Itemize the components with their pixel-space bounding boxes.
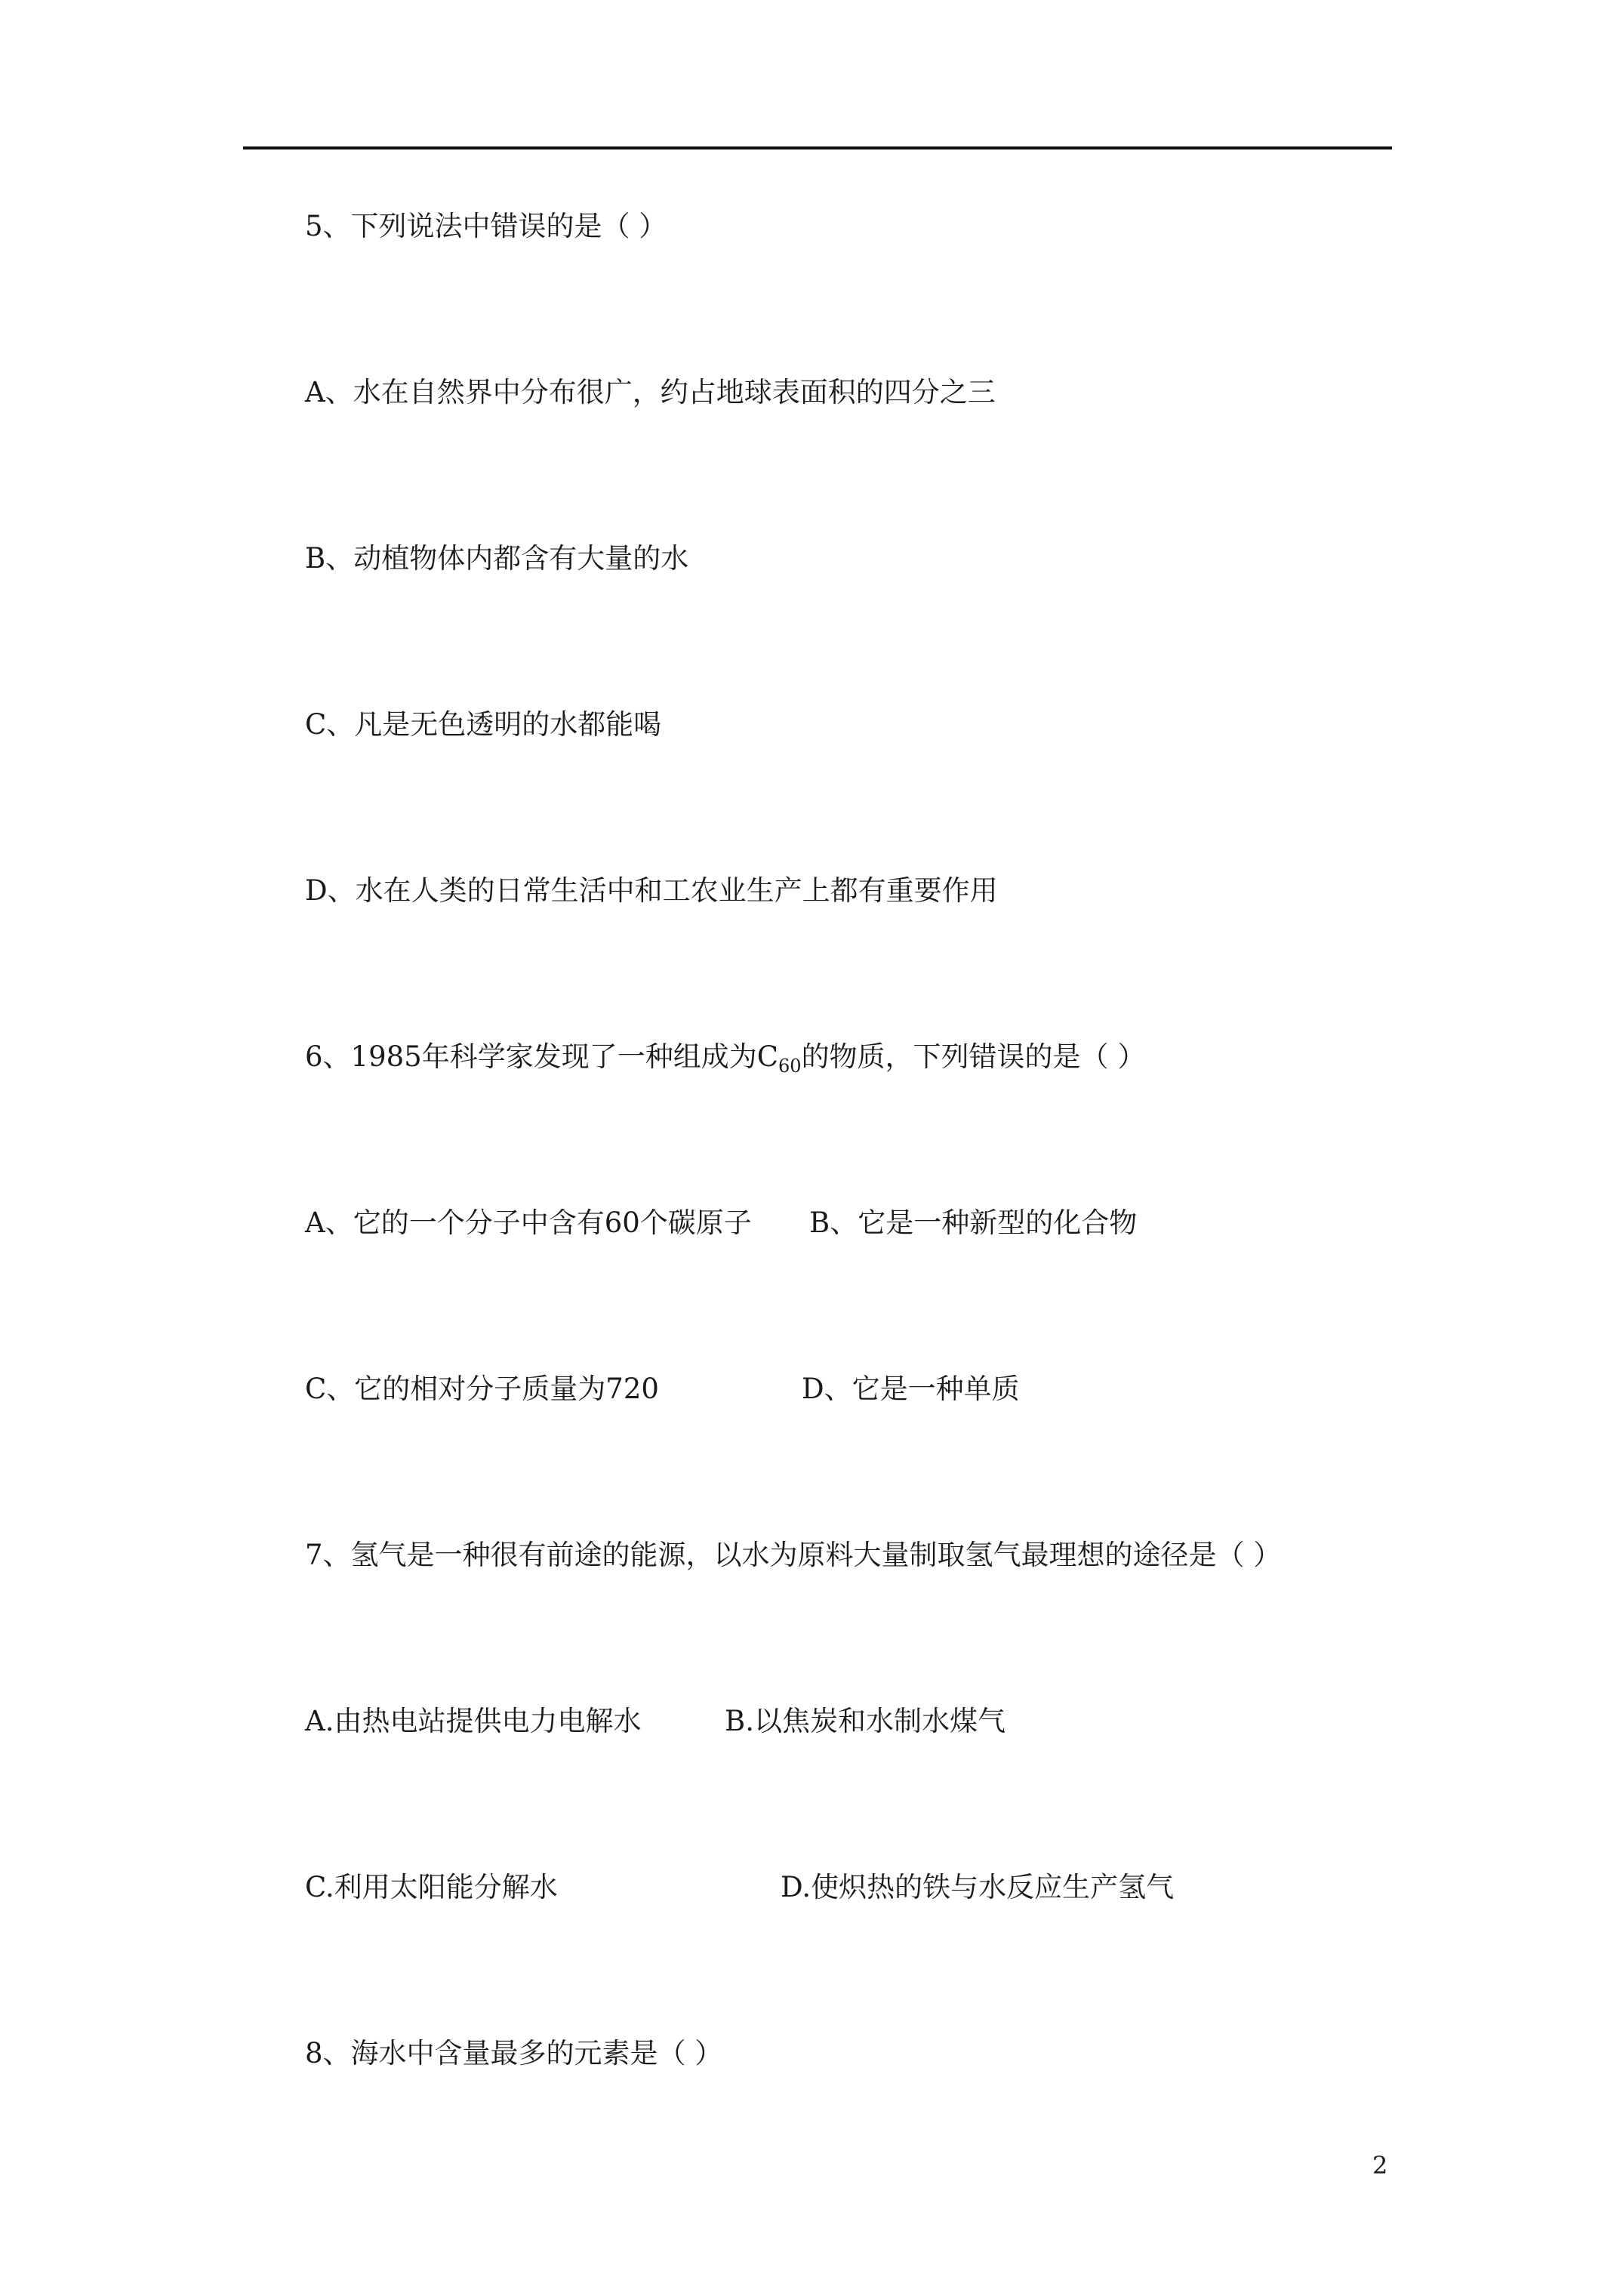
question-6-option-c: C、它的相对分子质量为720 [305, 1373, 659, 1405]
question-5-stem: 5、下列说法中错误的是（ ） [305, 210, 667, 242]
question-6-stem-before: 6、1985年科学家发现了一种组成为C [305, 1040, 779, 1073]
question-5-option-a: A、水在自然界中分布很广，约占地球表面积的四分之三 [305, 376, 996, 408]
question-7-option-d: D.使炽热的铁与水反应生产氢气 [781, 1871, 1175, 1903]
question-6-option-d: D、它是一种单质 [802, 1373, 1020, 1405]
question-5-option-d: D、水在人类的日常生活中和工农业生产上都有重要作用 [305, 874, 998, 907]
question-6-stem-after: 的物质，下列错误的是（ ） [801, 1040, 1146, 1073]
question-7-stem: 7、氢气是一种很有前途的能源，以水为原料大量制取氢气最理想的途径是（ ） [305, 1539, 1282, 1571]
question-8-stem: 8、海水中含量最多的元素是（ ） [305, 2037, 723, 2069]
question-6-option-a: A、它的一个分子中含有60个碳原子 [305, 1207, 752, 1239]
header-rule [243, 146, 1392, 149]
question-7-option-c: C.利用太阳能分解水 [305, 1871, 558, 1903]
question-6-subscript: 60 [778, 1056, 802, 1077]
question-7-option-a: A.由热电站提供电力电解水 [305, 1705, 642, 1737]
question-5-option-b: B、动植物体内都含有大量的水 [305, 542, 689, 575]
question-7-option-b: B.以焦炭和水制水煤气 [725, 1705, 1006, 1737]
page-number: 2 [1372, 2151, 1388, 2180]
question-5-option-c: C、凡是无色透明的水都能喝 [305, 708, 662, 741]
question-6-stem [305, 1039, 1145, 1075]
question-6-option-b: B、它是一种新型的化合物 [809, 1207, 1138, 1239]
